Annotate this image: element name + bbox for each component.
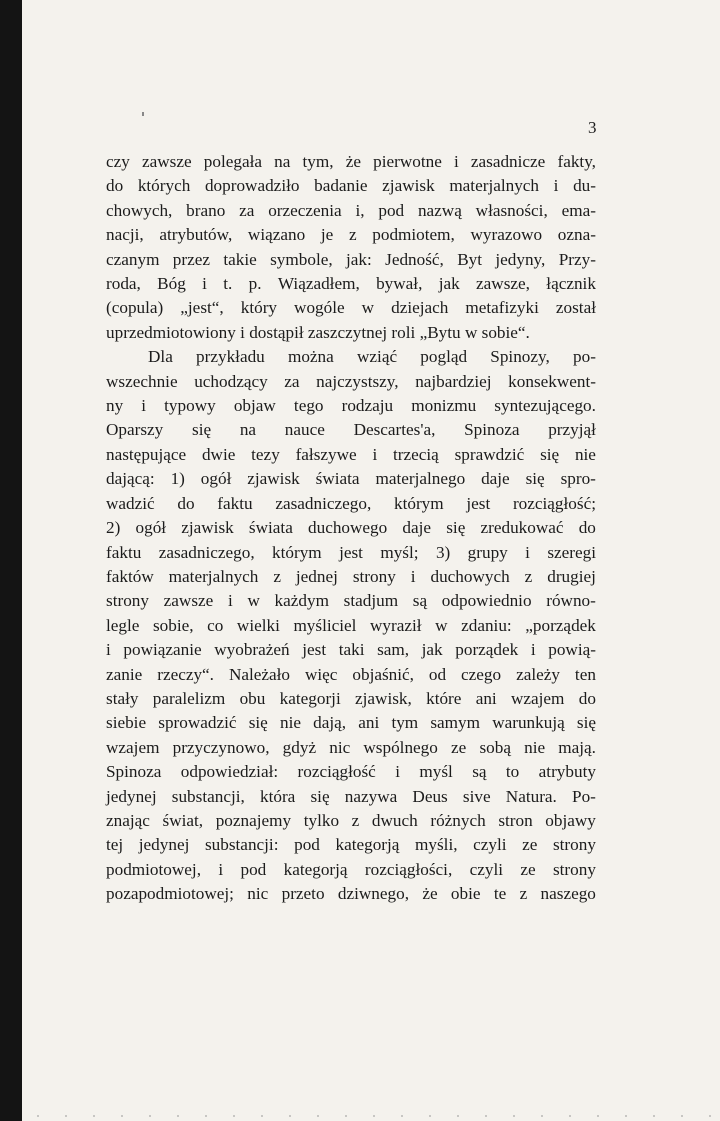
text-line: czanym przez takie symbole, jak: Jedność, Byt jedyny, Przy-	[106, 249, 596, 269]
text-line: chowych, brano za orzeczenia i, pod nazwą własności, ema-	[106, 200, 596, 220]
text-line: jedynej substancji, która się nazywa Deus sive Natura. Po-	[106, 786, 596, 806]
text-line: Spinoza odpowiedział: rozciągłość i myśl są to atrybuty	[106, 762, 596, 782]
text-line: Oparszy się na nauce Descartes'a, Spinoza przyjął	[106, 420, 596, 440]
text-line: (copula) „jest“, który wogóle w dziejach metafizyki został	[106, 298, 596, 318]
text-line: tej jedynej substancji: pod kategorją myśli, czyli ze strony	[106, 835, 596, 855]
text-line: faktów materjalnych z jednej strony i duchowych z drugiej	[106, 566, 596, 586]
scan-edge-dots	[24, 1113, 714, 1119]
text-line: legle sobie, co wielki myśliciel wyraził w zdaniu: „porządek	[106, 615, 596, 635]
text-line: zanie rzeczy“. Należało więc objaśnić, od czego zależy ten	[106, 664, 596, 684]
text-line: wzajem przyczynowo, gdyż nic wspólnego ze sobą nie mają.	[106, 737, 596, 757]
text-line: nacji, atrybutów, wiązano je z podmiotem, wyrazowo ozna-	[106, 225, 596, 245]
text-line: 2) ogół zjawisk świata duchowego daje się zredukować do	[106, 518, 596, 538]
text-line: ny i typowy objaw tego rodzaju monizmu syntezującego.	[106, 396, 596, 416]
text-line: strony zawsze i w każdym stadjum są odpowiednio równo-	[106, 591, 596, 611]
text-line: podmiotowej, i pod kategorją rozciągłości, czyli ze strony	[106, 859, 596, 879]
text-line: siebie sprowadzić się nie dają, ani tym samym warunkują się	[106, 713, 596, 733]
text-line: do których doprowadziło badanie zjawisk materjalnych i du-	[106, 176, 596, 196]
text-line: roda, Bóg i t. p. Wiązadłem, bywał, jak zawsze, łącznik	[106, 274, 596, 294]
text-line: uprzedmiotowiony i dostąpił zaszczytnej roli „Bytu w sobie“.	[106, 322, 530, 342]
text-line: następujące dwie tezy fałszywe i trzecią sprawdzić się nie	[106, 444, 596, 464]
text-line: wadzić do faktu zasadniczego, którym jest rozciągłość;	[106, 493, 596, 513]
body-text	[106, 150, 596, 907]
text-line: i powiązanie wyobrażeń jest taki sam, jak porządek i powią-	[106, 640, 596, 660]
text-line: czy zawsze polegała na tym, że pierwotne i zasadnicze fakty,	[106, 152, 596, 171]
print-speck	[142, 112, 144, 116]
page-number: 3	[588, 118, 597, 137]
text-line: znając świat, poznajemy tylko z dwuch różnych stron objawy	[106, 810, 596, 830]
text-line: faktu zasadniczego, którym jest myśl; 3) grupy i szeregi	[106, 542, 596, 562]
text-line: pozapodmiotowej; nic przeto dziwnego, że obie te z naszego	[106, 884, 596, 904]
text-line: Dla przykładu można wziąć pogląd Spinozy, po-	[148, 347, 596, 367]
text-line: wszechnie uchodzący za najczystszy, najbardziej konsekwent-	[106, 371, 596, 391]
text-line: dającą: 1) ogół zjawisk świata materjalnego daje się spro-	[106, 469, 596, 489]
book-spine-shadow	[0, 0, 22, 1121]
text-line: stały paralelizm obu kategorji zjawisk, które ani wzajem do	[106, 688, 596, 708]
